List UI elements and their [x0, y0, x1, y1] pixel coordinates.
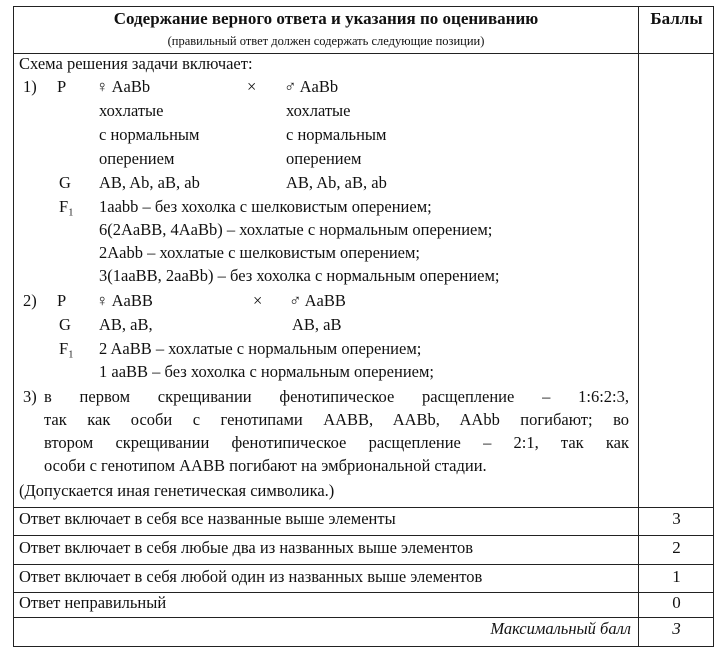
row-divider	[14, 507, 713, 508]
point3-line-1: в первом скрещивании фенотипическое расщепление – 1:6:2:3,	[44, 387, 629, 406]
cross2-female: ♀ AaBB	[96, 291, 153, 310]
grading-table	[13, 6, 714, 647]
row-divider	[14, 564, 713, 565]
header-points: Баллы	[650, 9, 703, 28]
cross1-male-pheno-1: хохлатые	[286, 101, 351, 120]
cross2-g-label: G	[59, 315, 71, 334]
cross2-number: 2)	[23, 291, 37, 310]
max-score-label: Максимальный балл	[490, 619, 631, 638]
intro-text: Схема решения задачи включает:	[19, 54, 253, 73]
score-row-text: Ответ включает в себя любые два из названных выше элементов	[19, 538, 474, 557]
score-row-value: 2	[672, 538, 681, 557]
cross2-p-label: P	[57, 291, 67, 310]
cross1-g-female: AB, Ab, aB, ab	[99, 173, 200, 192]
cross1-f1-label: F₁	[59, 197, 74, 216]
cross1-f1-line-3: 2Aabb – хохлатые с шелковистым оперением;	[99, 243, 421, 262]
score-row-text: Ответ неправильный	[19, 593, 167, 612]
point3-line-2: так как особи с генотипами AABB, AABb, AAbb погибают; во	[44, 410, 629, 429]
row-divider	[14, 617, 713, 618]
cross1-female-pheno-2: с нормальным	[99, 125, 200, 144]
score-row-value: 3	[672, 509, 681, 528]
header-title: Содержание верного ответа и указания по оцениванию	[113, 9, 539, 28]
cross2-f1-line-2: 1 aaBB – без хохолка с нормальным оперением;	[99, 362, 434, 381]
cross1-female-pheno-1: хохлатые	[99, 101, 164, 120]
cross1-number: 1)	[23, 77, 37, 96]
cross1-female: ♀ AaBb	[96, 77, 151, 96]
note-text: (Допускается иная генетическая символика.)	[19, 481, 335, 500]
max-score-value: 3	[672, 619, 681, 638]
cross1-f1-line-4: 3(1aaBB, 2aaBb) – без хохолка с нормальным оперением;	[99, 266, 500, 285]
cross1-male-pheno-3: оперением	[286, 149, 362, 168]
point3-number: 3)	[23, 387, 37, 406]
cross1-male: ♂ AaBb	[284, 77, 339, 96]
cross1-times: ×	[247, 77, 257, 96]
cross1-g-male: AB, Ab, aB, ab	[286, 173, 387, 192]
score-row-value: 1	[672, 567, 681, 586]
cross1-g-label: G	[59, 173, 71, 192]
point3-line-4: особи с генотипом AABB погибают на эмбриональной стадии.	[44, 456, 487, 475]
cross1-male-pheno-2: с нормальным	[286, 125, 387, 144]
cross2-f1-label: F₁	[59, 339, 74, 358]
point3-line-3: втором скрещивании фенотипическое расщепление – 2:1, так как	[44, 433, 629, 452]
score-row-text: Ответ включает в себя все названные выше элементы	[19, 509, 396, 528]
cross1-female-pheno-3: оперением	[99, 149, 175, 168]
cross1-f1-line-1: 1aabb – без хохолка с шелковистым оперением;	[99, 197, 432, 216]
cross1-p-label: P	[57, 77, 67, 96]
cross2-f1-line-1: 2 AaBB – хохлатые с нормальным оперением;	[99, 339, 422, 358]
row-divider	[14, 535, 713, 536]
score-row-text: Ответ включает в себя любой один из названных выше элементов	[19, 567, 483, 586]
cross2-g-female: AB, aB,	[99, 315, 153, 334]
cross2-male: ♂ AaBB	[289, 291, 346, 310]
cross1-f1-line-2: 6(2AaBB, 4AaBb) – хохлатые с нормальным оперением;	[99, 220, 493, 239]
cross2-g-male: AB, aB	[292, 315, 342, 334]
cross2-times: ×	[253, 291, 263, 310]
header-subtitle: (правильный ответ должен содержать следующие позиции)	[167, 34, 485, 48]
score-row-value: 0	[672, 593, 681, 612]
